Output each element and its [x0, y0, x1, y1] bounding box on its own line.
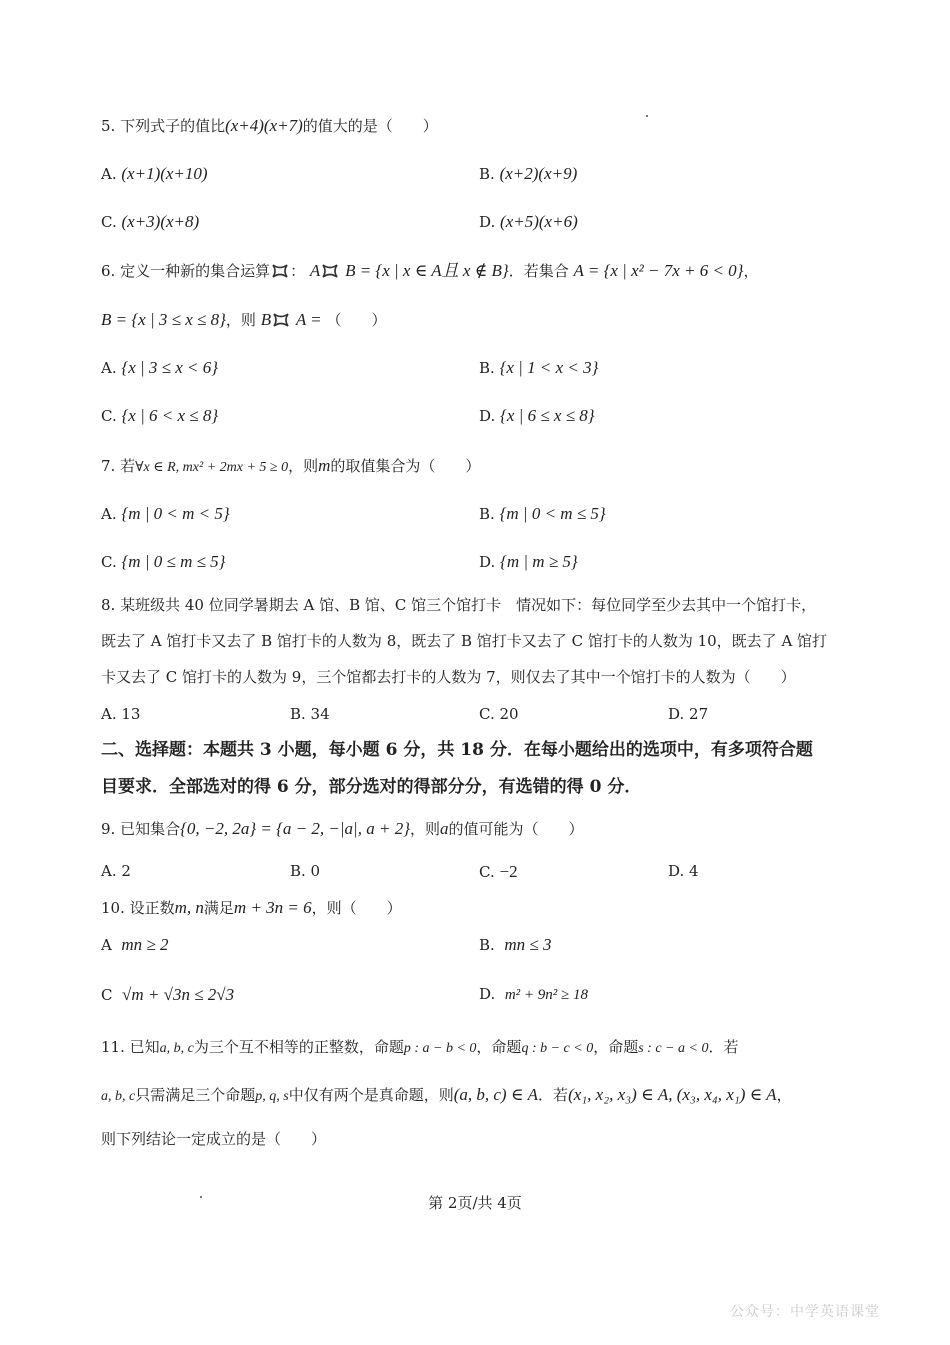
q10-equation: m + 3n = 6 — [233, 898, 312, 917]
q10-option-c: C √m + √3n ≤ 2√3 — [101, 985, 235, 1004]
q8-line-2: 既去了 A 馆打卡又去了 B 馆打卡的人数为 8，既去了 B 馆打卡又去了 C 馆打卡的人数为 10，既去了 A 馆打 — [101, 632, 828, 650]
section-2-heading: 二、选择题：本题共 3 小题，每小题 6 分，共 18 分．在每小题给出的选项中，有多项符合题 — [101, 740, 813, 760]
q6-option-d: D. {x | 6 ≤ x ≤ 8} — [479, 406, 595, 425]
q6-stem-cont: B = {x | 3 ≤ x ≤ 8}，则 B A = （ ） — [101, 310, 387, 329]
q8-option-d: D. 27 — [668, 705, 709, 723]
q9-option-c: C. −2 — [479, 862, 518, 881]
q10-option-d: D. m² + 9n² ≥ 18 — [479, 985, 588, 1003]
q6-definition: B = {x | x ∈ A且 x ∉ B} — [345, 261, 509, 280]
q9-option-a: A. 2 — [101, 862, 131, 880]
q9-stem: 9. 已知集合{0, −2, 2a} = {a − 2, −|a|, a + 2}，则a的值可能为（ ） — [101, 819, 584, 838]
set-operation-icon — [271, 312, 291, 328]
section-2-heading-cont: 目要求．全部选对的得 6 分，部分选对的得部分分，有选错的得 0 分． — [101, 777, 642, 797]
q6-option-a: A. {x | 3 ≤ x < 6} — [101, 358, 219, 377]
page-number: 第 2页/共 4页 — [428, 1194, 522, 1212]
q11-prop-s: s : c − a < 0 — [638, 1041, 709, 1056]
set-operation-icon — [320, 263, 340, 279]
watermark: 公众号：中学英语课堂 — [730, 1304, 880, 1320]
q6-set-a: A = {x | x² − 7x + 6 < 0} — [573, 261, 744, 280]
q8-option-a: A. 13 — [101, 705, 141, 723]
q5-option-c: C. (x+3)(x+8) — [101, 212, 200, 231]
q6-set-b: B = {x | 3 ≤ x ≤ 8} — [101, 310, 226, 329]
q10-option-b: B. mn ≤ 3 — [479, 935, 552, 954]
q5-option-d: D. (x+5)(x+6) — [479, 212, 578, 231]
q11-stem: 11. 已知a, b, c为三个互不相等的正整数，命题p : a − b < 0，命题q : b − c < 0，命题s : c − a < 0．若 — [101, 1038, 739, 1056]
scan-speck — [646, 115, 648, 117]
q5-stem: 5. 下列式子的值比(x+4)(x+7)的值大的是（ ） — [101, 116, 438, 135]
q11-stem-cont: a, b, c只需满足三个命题p, q, s中仅有两个是真命题，则(a, b, c) ∈ A．若(x₁, x₂, x₃) ∈ A, (x₃, x₄, x₁) ∈ A， — [101, 1085, 792, 1104]
q7-condition: ∀x ∈ R, mx² + 2mx + 5 ≥ 0 — [135, 460, 289, 475]
q8-line-1: 8. 某班级共 40 位同学暑期去 A 馆、B 馆、C 馆三个馆打卡 情况如下：每位同学至少去其中一个馆打卡， — [101, 596, 817, 614]
q11-prop-p: p : a − b < 0 — [403, 1041, 477, 1056]
q9-option-b: B. 0 — [290, 862, 321, 880]
q9-option-d: D. 4 — [668, 862, 699, 880]
q11-prop-q: q : b − c < 0 — [521, 1041, 594, 1056]
q8-option-b: B. 34 — [290, 705, 330, 723]
q7-option-a: A. {m | 0 < m < 5} — [101, 504, 230, 523]
q8-line-3: 卡又去了 C 馆打卡的人数为 9，三个馆都去打卡的人数为 7，则仅去了其中一个馆打卡的人数为（ ） — [101, 668, 796, 686]
set-operation-icon — [270, 263, 290, 279]
q7-option-b: B. {m | 0 < m ≤ 5} — [479, 504, 606, 523]
q5-option-b: B. (x+2)(x+9) — [479, 164, 578, 183]
q7-stem: 7. 若∀x ∈ R, mx² + 2mx + 5 ≥ 0，则m的取值集合为（ ） — [101, 456, 481, 475]
q11-stem-end: 则下列结论一定成立的是（ ） — [101, 1130, 327, 1148]
q5-expression: (x+4)(x+7) — [225, 116, 303, 135]
q7-option-c: C. {m | 0 ≤ m ≤ 5} — [101, 552, 226, 571]
q6-option-c: C. {x | 6 < x ≤ 8} — [101, 406, 219, 425]
q5-option-a: A. (x+1)(x+10) — [101, 164, 208, 183]
q10-stem: 10. 设正数m, n满足m + 3n = 6，则（ ） — [101, 898, 402, 917]
q7-option-d: D. {m | m ≥ 5} — [479, 552, 578, 571]
q6-stem: 6. 定义一种新的集合运算 ： A B = {x | x ∈ A且 x ∉ B}．若集合 A = {x | x² − 7x + 6 < 0}， — [101, 261, 759, 280]
q8-option-c: C. 20 — [479, 705, 519, 723]
q9-equation: {0, −2, 2a} = {a − 2, −|a|, a + 2} — [180, 819, 410, 838]
q6-option-b: B. {x | 1 < x < 3} — [479, 358, 599, 377]
q10-option-a: A mn ≥ 2 — [101, 935, 169, 954]
